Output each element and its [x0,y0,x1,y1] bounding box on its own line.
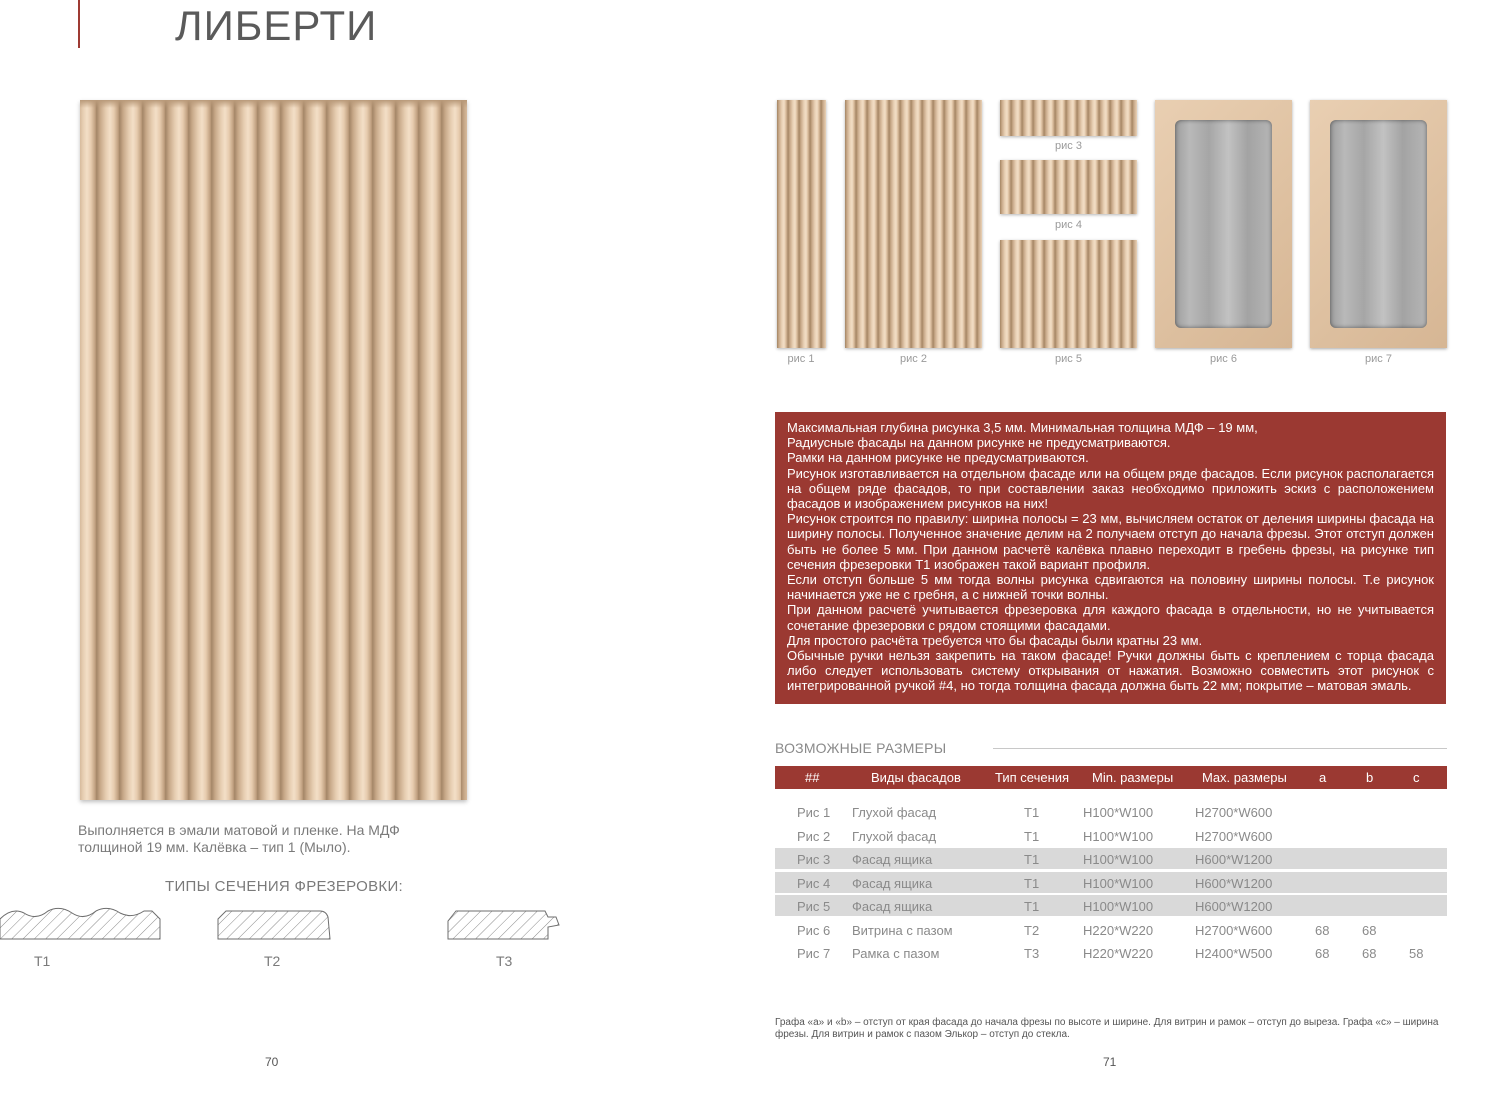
info-paragraph: Максимальная глубина рисунка 3,5 мм. Минимальная толщина МДФ – 19 мм, [787,420,1258,435]
table-cell: Рамка с пазом [852,946,940,961]
table-cell: 68 [1362,946,1377,961]
table-cell: H220*W220 [1083,946,1154,961]
figure-2-image [845,100,982,348]
table-row [775,825,1447,846]
table-cell: T1 [1024,899,1040,914]
table-cell: Глухой фасад [852,828,937,844]
figure-7-image [1310,100,1447,348]
table-header-cell: c [1413,770,1420,785]
table-header-cell: Виды фасадов [871,770,961,785]
table-cell: H100*W100 [1083,875,1154,891]
section-profiles-drawing [0,905,600,945]
table-row [775,942,1447,963]
figure-6-image [1155,100,1292,348]
table-cell: 58 [1409,946,1424,961]
table-cell: T3 [1024,946,1040,961]
figure-6-caption: рис 6 [1210,353,1237,365]
table-cell: H600*W1200 [1195,875,1273,891]
table-cell: H600*W1200 [1195,852,1273,867]
table-cell: H2700*W600 [1195,922,1273,938]
table-cell: Витрина с пазом [852,922,953,938]
figure-4-caption: рис 4 [1055,219,1082,231]
figure-2-caption: рис 2 [900,353,927,365]
table-cell: Фасад ящика [852,852,933,867]
profile-t3 [448,911,559,939]
table-cell: H600*W1200 [1195,899,1273,914]
table-cell: H100*W100 [1083,805,1154,820]
info-paragraph: Рисунок изготавливается на отдельном фасаде или на общем ряде фасадов. Если рисунок располагается на общем ряде фасадов, то при составлении заказ необходимо приложить эскиз с расположением фасадов и изображением рисунков на них! [787,465,1434,512]
info-paragraph: Рисунок строится по правилу: ширина полосы = 23 мм, вычисляем остаток от деления ширины фасада на ширину полосы. Полученное значение делим на 2 получаем отступ до начала фрезы. Этот отступ должен быть не более 5 мм. При данном расчетё калёвка плавно переходит в гребень фрезы, на рисунке тип сечения фрезеровки Т1 изображен такой вариант профиля. [787,511,1434,572]
figure-7-caption: рис 7 [1365,353,1392,365]
profile-t1 [0,908,160,939]
table-cell: 68 [1315,922,1330,938]
table-cell: 68 [1362,922,1377,938]
table-header-cell: Тип сечения [995,770,1070,785]
table-cell: H2400*W500 [1195,946,1273,961]
page-number-right: 71 [1103,1055,1117,1069]
table-cell: Рис 1 [797,805,831,820]
table-row [775,895,1447,916]
table-cell: Глухой фасад [852,805,937,820]
table-header-cell: Max. размеры [1202,770,1287,785]
section-types-title: ТИПЫ СЕЧЕНИЯ ФРЕЗЕРОВКИ: [165,878,404,895]
table-row [775,801,1447,822]
table-cell: H220*W220 [1083,922,1154,938]
table-cell: Фасад ящика [852,875,933,891]
info-paragraph: Радиусные фасады на данном рисунке не предусматриваются. [787,435,1171,451]
table-row [775,919,1447,940]
section-label-t2: T2 [264,953,281,969]
product-description: Выполняется в эмали матовой и пленке. На МДФ толщиной 19 мм. Калёвка – тип 1 (Мыло). [78,822,400,855]
table-cell: T1 [1024,875,1040,891]
table-cell: Рис 3 [797,852,831,867]
info-paragraph: Если отступ больше 5 мм тогда волны рисунка сдвигаются на половину ширины полосы. Т.е рисунок начинается уже не с гребня, а с нижней точки волны. [787,572,1434,603]
sizes-title-rule [993,748,1447,749]
table-cell: Рис 7 [797,946,831,961]
info-box [775,412,1446,704]
info-paragraph: Рамки на данном рисунке не предусматриваются. [787,450,1089,466]
info-paragraph: Обычные ручки нельзя закрепить на таком фасаде! Ручки должны быть с креплением с торца фасада либо следует использовать систему открывания от нажатия. Возможно совместить этот рисунок с интегрированной ручкой #4, но тогда толщина фасада должна быть 22 мм; покрытие – матовая эмаль. [787,648,1434,694]
table-cell: H2700*W600 [1195,805,1273,820]
figure-7-glass [1330,120,1427,328]
figure-1-image [777,100,826,348]
figure-1-caption: рис 1 [787,353,815,365]
panel-top-shading [80,100,467,108]
profile-t2 [218,911,330,939]
table-cell: T1 [1024,828,1040,844]
table-cell: 68 [1315,946,1330,961]
title-accent-rule [78,0,80,48]
section-label-t3: T3 [496,953,513,969]
table-cell: H2700*W600 [1195,828,1273,844]
table-row [775,872,1447,893]
table-cell: H100*W100 [1083,828,1154,844]
figure-5-image [1000,240,1137,348]
table-cell: T1 [1024,852,1040,867]
footnote: Графа «а» и «b» – отступ от края фасада до начала фрезы по высоте и ширине. Для витрин и рамок – отступ до выреза. Графа «с» – ширина фрезы. Для витрин и рамок с пазом Элькор – отступ до стекла. [775,1017,1439,1040]
page-title: ЛИБЕРТИ [175,2,378,49]
table-cell: Рис 5 [797,899,831,914]
table-cell: Рис 6 [797,922,831,938]
table-cell: H100*W100 [1083,852,1154,867]
table-cell: T1 [1024,805,1040,820]
figure-3-image [1000,100,1137,136]
table-cell: Рис 4 [797,875,831,891]
info-paragraph: Для простого расчёта требуется что бы фасады были кратны 23 мм. [787,632,1203,648]
figure-6-glass [1175,120,1272,328]
table-header [775,766,1447,789]
figure-4-image [1000,160,1137,214]
table-cell: T2 [1024,922,1040,938]
figure-5-caption: рис 5 [1055,353,1082,365]
table-cell: Фасад ящика [852,899,933,914]
main-facade-image [80,100,467,800]
table-header-cell: b [1366,770,1374,785]
table-cell: H100*W100 [1083,899,1154,914]
table-cell: Рис 2 [797,828,831,844]
page-number-left: 70 [265,1055,279,1069]
sizes-title: ВОЗМОЖНЫЕ РАЗМЕРЫ [775,740,947,756]
table-header-cell: ## [805,770,820,785]
table-row [775,848,1447,869]
table-header-cell: Min. размеры [1092,770,1174,785]
figure-3-caption: рис 3 [1055,140,1082,152]
table-header-cell: a [1319,770,1327,785]
section-label-t1: T1 [34,953,51,969]
info-paragraph: При данном расчетё учитывается фрезеровка для каждого фасада в отдельности, но не учитывается сочетание фрезеровки с рядом стоящими фасадами. [787,602,1434,633]
